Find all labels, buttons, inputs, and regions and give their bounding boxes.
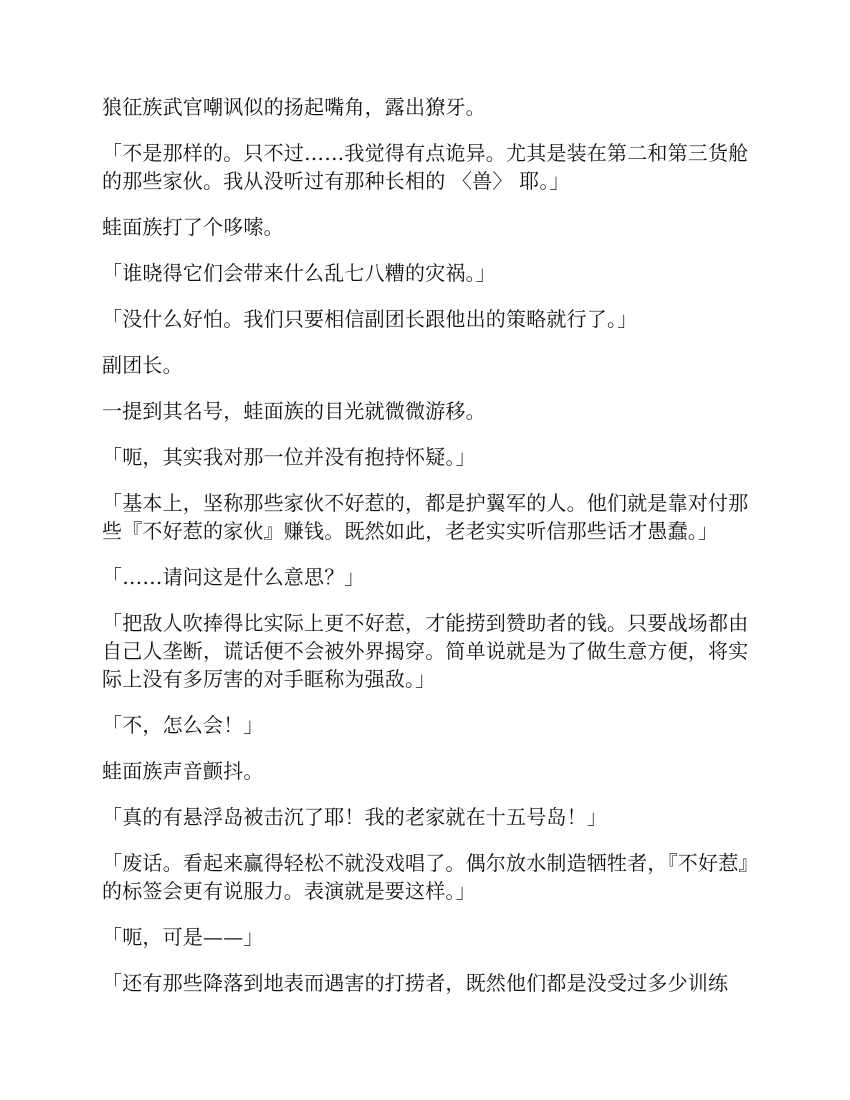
paragraph: 「真的有悬浮岛被击沉了耶！我的老家就在十五号岛！」 (102, 805, 607, 829)
paragraph: 蛙面族声音颤抖。 (102, 759, 264, 783)
paragraph: 一提到其名号，蛙面族的目光就微微游移。 (102, 399, 486, 423)
paragraph: 「没什么好怕。我们只要相信副团长跟他出的策略就行了。」 (102, 307, 638, 331)
paragraph: 「呃，可是——」 (102, 925, 264, 949)
paragraph: 「不是那样的。只不过……我觉得有点诡异。尤其是装在第二和第三货舱的那些家伙。我从没听过有那种长相的 〈兽〉 耶。」 (102, 141, 749, 193)
paragraph: 「谁晓得它们会带来什么乱七八糟的灾祸。」 (102, 261, 496, 285)
paragraph: 「基本上，坚称那些家伙不好惹的，都是护翼军的人。他们就是靠对付那些『不好惹的家伙』赚钱。既然如此，老老实实听信那些话才愚蠢。」 (102, 491, 749, 543)
paragraph: 「……请问这是什么意思？」 (102, 565, 365, 589)
paragraph: 「还有那些降落到地表而遇害的打捞者，既然他们都是没受过多少训练 (102, 971, 729, 995)
paragraph: 「把敌人吹捧得比实际上更不好惹，才能捞到赞助者的钱。只要战场都由自己人垄断，谎话便不会被外界揭穿。简单说就是为了做生意方便，将实际上没有多厉害的对手眶称为强敌。」 (102, 611, 749, 691)
paragraph: 副团长。 (102, 353, 183, 377)
paragraph: 「呃，其实我对那一位并没有抱持怀疑。」 (102, 445, 476, 469)
paragraph: 「不，怎么会！」 (102, 713, 264, 737)
paragraph: 蛙面族打了个哆嗦。 (102, 215, 284, 239)
paragraph: 「废话。看起来赢得轻松不就没戏唱了。偶尔放水制造牺牲者，『不好惹』的标签会更有说服力。表演就是要这样。」 (102, 851, 749, 903)
paragraph: 狼征族武官嘲讽似的扬起嘴角，露出獠牙。 (102, 95, 486, 119)
document-page (102, 93, 752, 1015)
